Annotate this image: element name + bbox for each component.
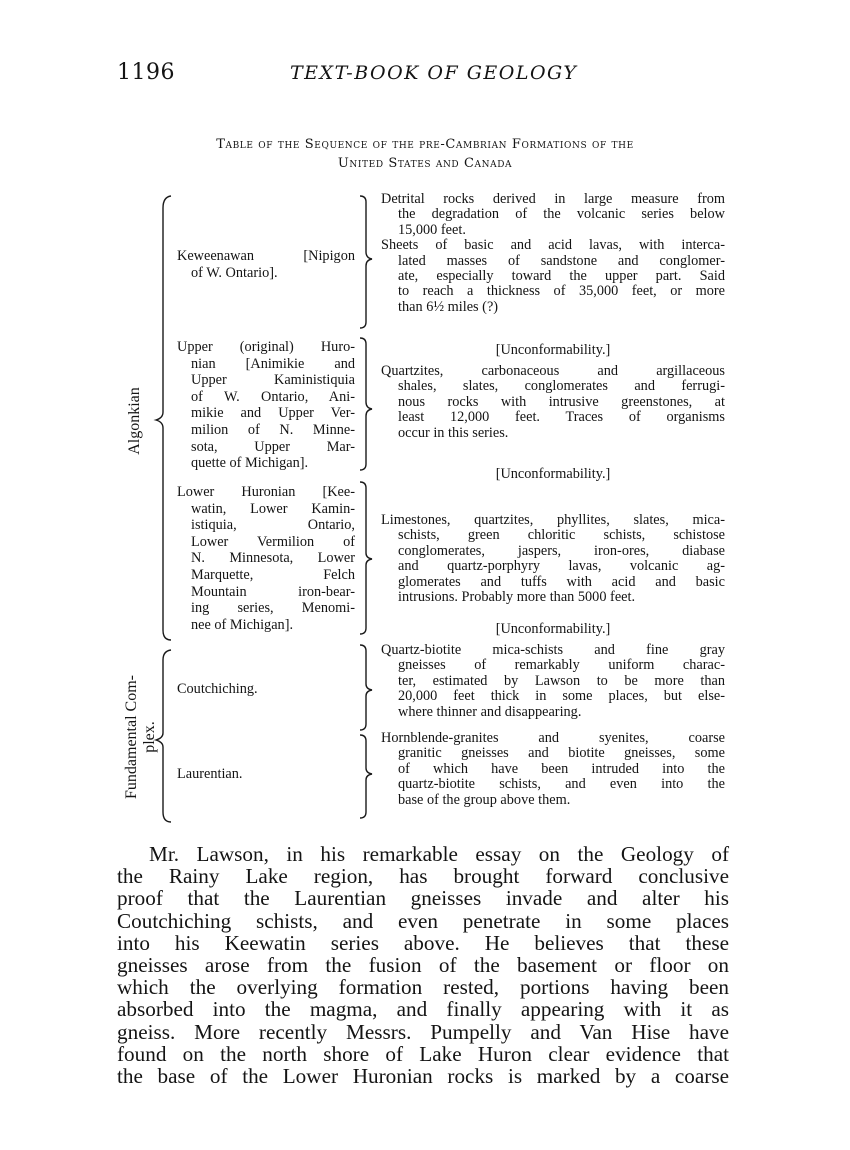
formation-description-coutchiching bbox=[381, 643, 725, 720]
name-line: Keweenawan [Nipigon bbox=[177, 248, 355, 264]
table-caption-line-2: United States and Canada bbox=[337, 156, 513, 171]
formation-description-lower-huronian bbox=[381, 513, 725, 605]
name-line: istiquia, Ontario, bbox=[191, 517, 355, 534]
desc-line: Quartz-biotite mica-schists and fine gray bbox=[381, 642, 725, 658]
unconformity-label-1: [Unconformability.] bbox=[495, 342, 611, 358]
desc-line: 20,000 feet thick in some places, but else- bbox=[398, 688, 725, 705]
coutchiching-brace bbox=[360, 645, 372, 730]
paragraph-line: into his Keewatin series above. He believes that these bbox=[117, 930, 729, 955]
desc-line: 15,000 feet. bbox=[398, 221, 466, 238]
desc-line: occur in this series. bbox=[398, 424, 509, 441]
desc-line: and quartz-porphyry lavas, volcanic ag- bbox=[398, 558, 725, 575]
paragraph-line: Coutchiching schists, and even penetrate in some places bbox=[117, 908, 729, 933]
desc-line: glomerates and tuffs with acid and basic bbox=[398, 573, 725, 590]
formation-description-keweenawan bbox=[381, 192, 725, 315]
paragraph-line: which the overlying formation rested, portions having been bbox=[117, 975, 729, 1000]
formation-name-keweenawan bbox=[177, 248, 355, 281]
name-line: Laurentian. bbox=[177, 766, 243, 782]
algonkian-group-brace bbox=[156, 196, 171, 640]
paragraph-line: the Rainy Lake region, has brought forward conclusive bbox=[117, 864, 729, 889]
desc-line: where thinner and disappearing. bbox=[398, 703, 582, 720]
name-line: Marquette, Felch bbox=[191, 566, 355, 583]
paragraph-line: the base of the Lower Huronian rocks is marked by a coarse bbox=[117, 1064, 729, 1089]
desc-line: to reach a thickness of 35,000 feet, or more bbox=[398, 283, 725, 300]
desc-line: conglomerates, jaspers, iron-ores, diabase bbox=[398, 542, 725, 559]
name-line: milion of N. Minne- bbox=[191, 421, 355, 438]
desc-line: nous rocks with intrusive greenstones, at bbox=[398, 393, 725, 410]
name-line: nian [Animikie and bbox=[191, 355, 355, 372]
desc-line: Quartzites, carbonaceous and argillaceous bbox=[381, 363, 725, 379]
formation-description-upper-huronian bbox=[381, 364, 725, 441]
formation-name-upper-huronian bbox=[177, 339, 355, 472]
name-line: Lower Huronian [Kee- bbox=[177, 484, 355, 500]
name-line: of W. Ontario, Ani- bbox=[191, 388, 355, 405]
desc-line: gneisses of remarkably uniform charac- bbox=[398, 657, 725, 674]
desc-line: Sheets of basic and acid lavas, with interca- bbox=[381, 237, 725, 254]
desc-line: lated masses of sandstone and conglomer- bbox=[398, 252, 725, 269]
name-line: Coutchiching. bbox=[177, 681, 258, 697]
group-label-fundamental-line-1: Fundamental Com- bbox=[123, 675, 140, 799]
name-line: of W. Ontario]. bbox=[191, 264, 278, 281]
paragraph-line: gneiss. More recently Messrs. Pumpelly and Van Hise have bbox=[117, 1019, 729, 1044]
desc-line: schists, green chloritic schists, schistose bbox=[398, 527, 725, 544]
running-title: TEXT-BOOK OF GEOLOGY bbox=[290, 62, 578, 84]
table-caption-line-1: Table of the Sequence of the pre-Cambrian Formations of the bbox=[216, 137, 634, 152]
paragraph-line: Mr. Lawson, in his remarkable essay on the Geology of bbox=[149, 842, 729, 866]
paragraph-line: absorbed into the magma, and finally appearing with it as bbox=[117, 997, 729, 1022]
desc-line: intrusions. Probably more than 5000 feet. bbox=[398, 589, 636, 606]
name-line: sota, Upper Mar- bbox=[191, 438, 355, 455]
group-label-algonkian: Algonkian bbox=[126, 387, 143, 455]
group-label-fundamental-line-2: plex. bbox=[141, 721, 158, 753]
desc-line: Detrital rocks derived in large measure from bbox=[381, 191, 725, 207]
desc-line: least 12,000 feet. Traces of organisms bbox=[398, 409, 725, 426]
formation-description-laurentian bbox=[381, 731, 725, 808]
paragraph-line: proof that the Laurentian gneisses invade and alter his bbox=[117, 886, 729, 911]
name-line: N. Minnesota, Lower bbox=[191, 550, 355, 567]
desc-line: shales, slates, conglomerates and ferrugi- bbox=[398, 378, 725, 395]
paragraph-line: found on the north shore of Lake Huron clear evidence that bbox=[117, 1041, 729, 1066]
formation-name-coutchiching bbox=[177, 681, 355, 698]
laurentian-brace bbox=[360, 735, 372, 818]
desc-line: ate, especially toward the upper part. Said bbox=[398, 268, 725, 285]
name-line: Upper Kaministiquia bbox=[191, 372, 355, 389]
desc-line: quartz-biotite schists, and even into the bbox=[398, 776, 725, 793]
formation-name-laurentian bbox=[177, 766, 355, 783]
name-line: Mountain iron-bear- bbox=[191, 583, 355, 600]
name-line: Lower Vermilion of bbox=[191, 533, 355, 550]
name-line: watin, Lower Kamin- bbox=[191, 500, 355, 517]
page-number: 1196 bbox=[117, 60, 175, 85]
lower-huronian-brace bbox=[360, 482, 372, 634]
desc-line: than 6½ miles (?) bbox=[398, 298, 499, 315]
name-line: quette of Michigan]. bbox=[191, 455, 309, 472]
desc-line: ter, estimated by Lawson to be more than bbox=[398, 672, 725, 689]
desc-line: Limestones, quartzites, phyllites, slates, mica- bbox=[381, 512, 725, 528]
name-line: nee of Michigan]. bbox=[191, 616, 294, 633]
formation-name-lower-huronian bbox=[177, 484, 355, 633]
desc-line: Hornblende-granites and syenites, coarse bbox=[381, 730, 725, 746]
desc-line: of which have been intruded into the bbox=[398, 760, 725, 777]
unconformity-label-3: [Unconformability.] bbox=[495, 621, 611, 637]
upper-huronian-brace bbox=[360, 338, 372, 470]
keweenawan-brace bbox=[360, 196, 372, 328]
group-label-fundamental-complex bbox=[123, 642, 163, 832]
name-line: Upper (original) Huro- bbox=[177, 339, 355, 355]
desc-line: the degradation of the volcanic series below bbox=[398, 206, 725, 223]
name-line: ing series, Menomi- bbox=[191, 600, 355, 617]
desc-line: granitic gneisses and biotite gneisses, some bbox=[398, 745, 725, 762]
name-line: mikie and Upper Ver- bbox=[191, 405, 355, 422]
paragraph-line: gneisses arose from the fusion of the basement or floor on bbox=[117, 953, 729, 978]
unconformity-label-2: [Unconformability.] bbox=[495, 466, 611, 482]
body-paragraph bbox=[117, 843, 729, 1087]
desc-line: base of the group above them. bbox=[398, 791, 571, 808]
